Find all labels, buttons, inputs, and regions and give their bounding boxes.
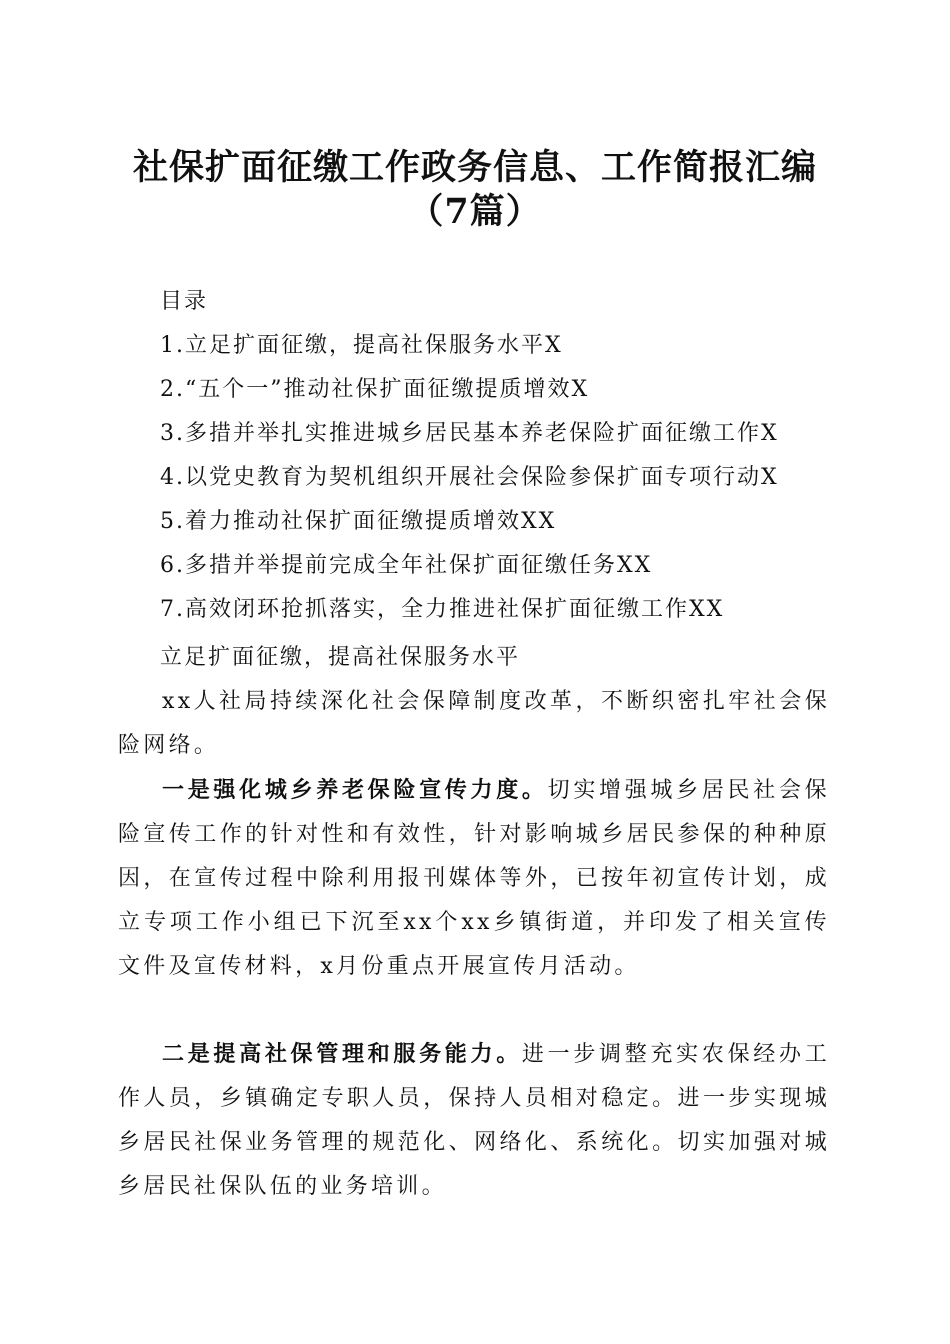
document-title: 社保扩面征缴工作政务信息、工作简报汇编 xyxy=(132,147,817,188)
body-paragraph xyxy=(118,1032,830,1209)
paragraph-text: 进一步调整充实农保经办工作人员，乡镇确定专职人员，保持人员相对稳定。进一步实现城乡居民社保业务管理的规范化、网络化、系统化。切实加强对城乡居民社保队伍的业务培训。 xyxy=(118,1042,830,1199)
body-paragraph xyxy=(118,680,830,768)
toc-item: 2.“五个一”推动社保扩面征缴提质增效X xyxy=(160,377,590,402)
toc-item: 1.立足扩面征缴，提高社保服务水平X xyxy=(160,333,563,358)
toc-item: 5.着力推动社保扩面征缴提质增效XX xyxy=(160,509,557,534)
paragraph-lead: 一是强化城乡养老保险宣传力度。 xyxy=(162,777,548,803)
paragraph-lead: 二是提高社保管理和服务能力。 xyxy=(162,1041,522,1067)
toc-item: 3.多措并举扎实推进城乡居民基本养老保险扩面征缴工作X xyxy=(160,421,779,446)
paragraph-text: 切实增强城乡居民社会保险宣传工作的针对性和有效性，针对影响城乡居民参保的种种原因，在宣传过程中除利用报刊媒体等外，已按年初宣传计划，成立专项工作小组已下沉至xx个xx乡镇街道，并印发了相关宣传文件及宣传材料，x月份重点开展宣传月活动。 xyxy=(118,778,830,979)
toc-item: 4.以党史教育为契机组织开展社会保险参保扩面专项行动X xyxy=(160,465,779,490)
document-subtitle: （7篇） xyxy=(408,191,542,232)
section-title: 立足扩面征缴，提高社保服务水平 xyxy=(160,645,521,670)
toc-heading: 目录 xyxy=(160,289,209,314)
body-paragraph xyxy=(118,768,830,989)
table-of-contents xyxy=(160,280,860,632)
toc-item: 7.高效闭环抢抓落实，全力推进社保扩面征缴工作XX xyxy=(160,597,725,622)
paragraph-text: xx人社局持续深化社会保障制度改革，不断织密扎牢社会保险网络。 xyxy=(118,689,830,758)
toc-item: 6.多措并举提前完成全年社保扩面征缴任务XX xyxy=(160,553,653,578)
